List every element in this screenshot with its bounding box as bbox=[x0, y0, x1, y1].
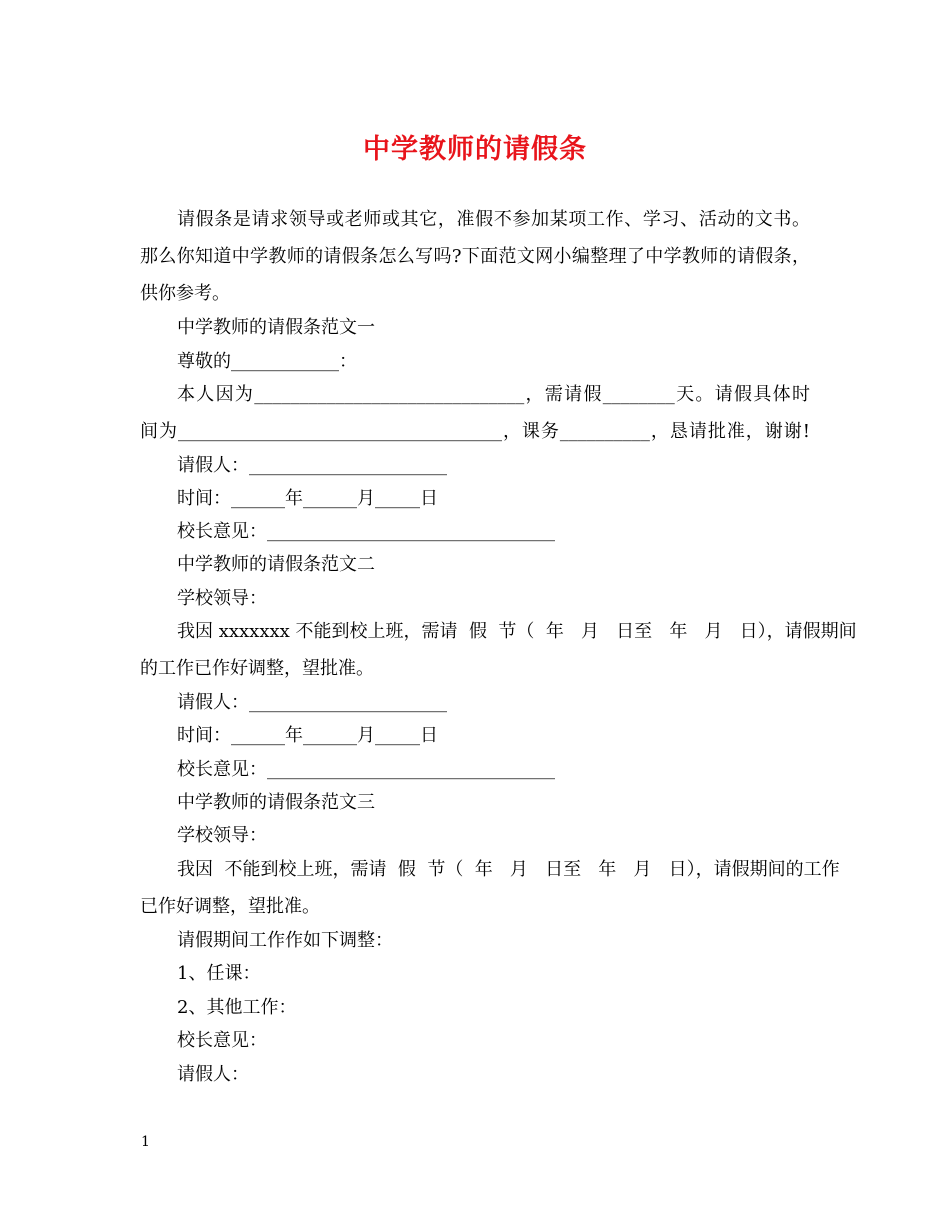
page-title: 中学教师的请假条 bbox=[363, 134, 587, 165]
sample-3-item-other-work: 2、其他工作： bbox=[177, 997, 297, 1018]
sample-3-body-line-2: 已作好调整，望批准。 bbox=[140, 896, 320, 917]
sample-1-salutation: 尊敬的____________： bbox=[177, 351, 357, 372]
sample-3-applicant: 请假人： bbox=[177, 1064, 249, 1085]
sample-3-heading: 中学教师的请假条范文三 bbox=[177, 792, 375, 813]
sample-3-body-line-1: 我因 不能到校上班，需请 假 节（ 年 月 日至 年 月 日），请假期间的工作 bbox=[177, 859, 840, 880]
sample-1-applicant: 请假人：______________________ bbox=[177, 455, 447, 476]
sample-2-date: 时间：______年______月_____日 bbox=[177, 725, 438, 746]
sample-3-adjustment-heading: 请假期间工作作如下调整： bbox=[177, 930, 393, 951]
sample-2-heading: 中学教师的请假条范文二 bbox=[177, 554, 375, 575]
sample-1-body-line-1: 本人因为______________________________，需请假________天。请假具体时 bbox=[177, 384, 810, 405]
sample-1-heading: 中学教师的请假条范文一 bbox=[177, 317, 375, 338]
page-number: 1 bbox=[141, 1134, 150, 1150]
sample-2-body-line-1: 我因 xxxxxxx 不能到校上班，需请 假 节（ 年 月 日至 年 月 日），请假期间 bbox=[177, 621, 857, 642]
intro-line-2: 那么你知道中学教师的请假条怎么写吗?下面范文网小编整理了中学教师的请假条， bbox=[140, 246, 810, 267]
sample-2-applicant: 请假人：______________________ bbox=[177, 692, 447, 713]
sample-3-salutation: 学校领导： bbox=[177, 825, 267, 846]
intro-line-3: 供你参考。 bbox=[140, 283, 230, 304]
sample-3-item-teaching: 1、任课： bbox=[177, 963, 261, 984]
sample-2-principal-opinion: 校长意见：________________________________ bbox=[177, 759, 555, 780]
sample-2-body-line-2: 的工作已作好调整，望批准。 bbox=[140, 658, 374, 679]
sample-1-body-line-2: 间为____________________________________，课务__________，恳请批准，谢谢! bbox=[140, 421, 810, 442]
sample-3-principal-opinion: 校长意见： bbox=[177, 1030, 267, 1051]
sample-2-salutation: 学校领导： bbox=[177, 588, 267, 609]
sample-1-date: 时间：______年______月_____日 bbox=[177, 488, 438, 509]
intro-line-1: 请假条是请求领导或老师或其它，准假不参加某项工作、学习、活动的文书。 bbox=[177, 209, 810, 230]
sample-1-principal-opinion: 校长意见：________________________________ bbox=[177, 521, 555, 542]
